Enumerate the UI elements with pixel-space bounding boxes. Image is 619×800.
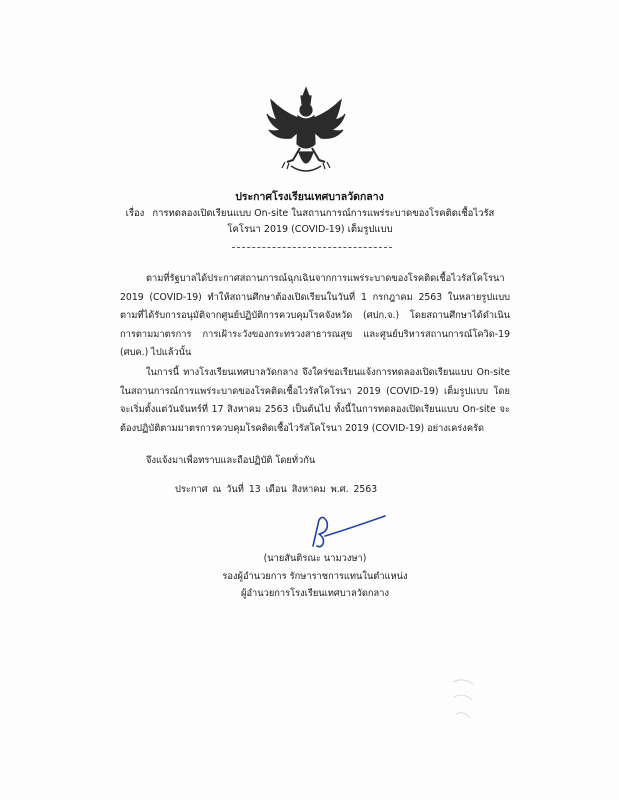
signatory-position-1: รองผู้อำนวยการ รักษาราชการแทนในตำแหน่ง [222, 570, 408, 582]
body-paragraph-1: ตามที่รัฐบาลได้ประกาศสถานการณ์ฉุกเฉินจากการแพร่ระบาดของโรคติดเชื้อไวรัสโคโรนา 2019 (COVID-19) ทำให้สถานศึกษาต้องเปิดเรียนในวันที่ 1 กรกฎาคม 2563 ในหลายรูปแบบตามที่ได้รับการอนุมัติจากศูนย์ปฏิบัติการควบคุมโรคจังหวัด (ศปก.จ.) โดยสถานศึกษาได้ดำเนินการตามมาตรการ การเฝ้าระวังของกระทรวงสาธารณสุข และศูนย์บริหารสถานการณ์โควิด-19 (ศบค.) ไปแล้วนั้น [120, 273, 510, 358]
handwritten-signature [295, 510, 390, 552]
signatory-block [210, 550, 420, 603]
subject-line [110, 206, 510, 238]
signatory-name: (นายสันติรณะ นามวงษา) [263, 553, 367, 564]
announcement-date: ประกาศ ณ วันที่ 13 เดือน สิงหาคม พ.ศ. 2563 [175, 484, 378, 495]
faint-mark [448, 672, 478, 727]
subject-text: การทดลองเปิดเรียนแบบ On-site ในสถานการณ์การแพร่ระบาดของโรคติดเชื้อไวรัสโคโรนา 2019 (COVID-19) เต็มรูปแบบ [152, 208, 495, 235]
garuda-emblem-icon [265, 86, 347, 178]
closing-line: จึงแจ้งมาเพื่อทราบและถือปฏิบัติ โดยทั่วกัน [146, 455, 316, 466]
subject-label: เรื่อง [125, 208, 145, 219]
announcement-heading: ประกาศโรงเรียนเทศบาลวัดกลาง [235, 191, 384, 203]
heading-divider [232, 247, 392, 248]
signatory-position-2: ผู้อำนวยการโรงเรียนเทศบาลวัดกลาง [241, 588, 389, 599]
body-paragraph-2: ในการนี้ ทางโรงเรียนเทศบาลวัดกลาง จึงใคร่ขอเรียนแจ้งการทดลองเปิดเรียนแบบ On-site ในสถานการณ์การแพร่ระบาดของโรคติดเชื้อไวรัสโคโรนา 2019 (COVID-19) เต็มรูปแบบ โดยจะเริ่มตั้งแต่วันจันทร์ที่ 17 สิงหาคม 2563 เป็นต้นไป ทั้งนี้ในการทดลองเปิดเรียนแบบ On-site จะต้องปฏิบัติตามมาตรการควบคุมโรคติดเชื้อไวรัสโคโรนา 2019 (COVID-19) อย่างเคร่งครัด [120, 367, 510, 434]
